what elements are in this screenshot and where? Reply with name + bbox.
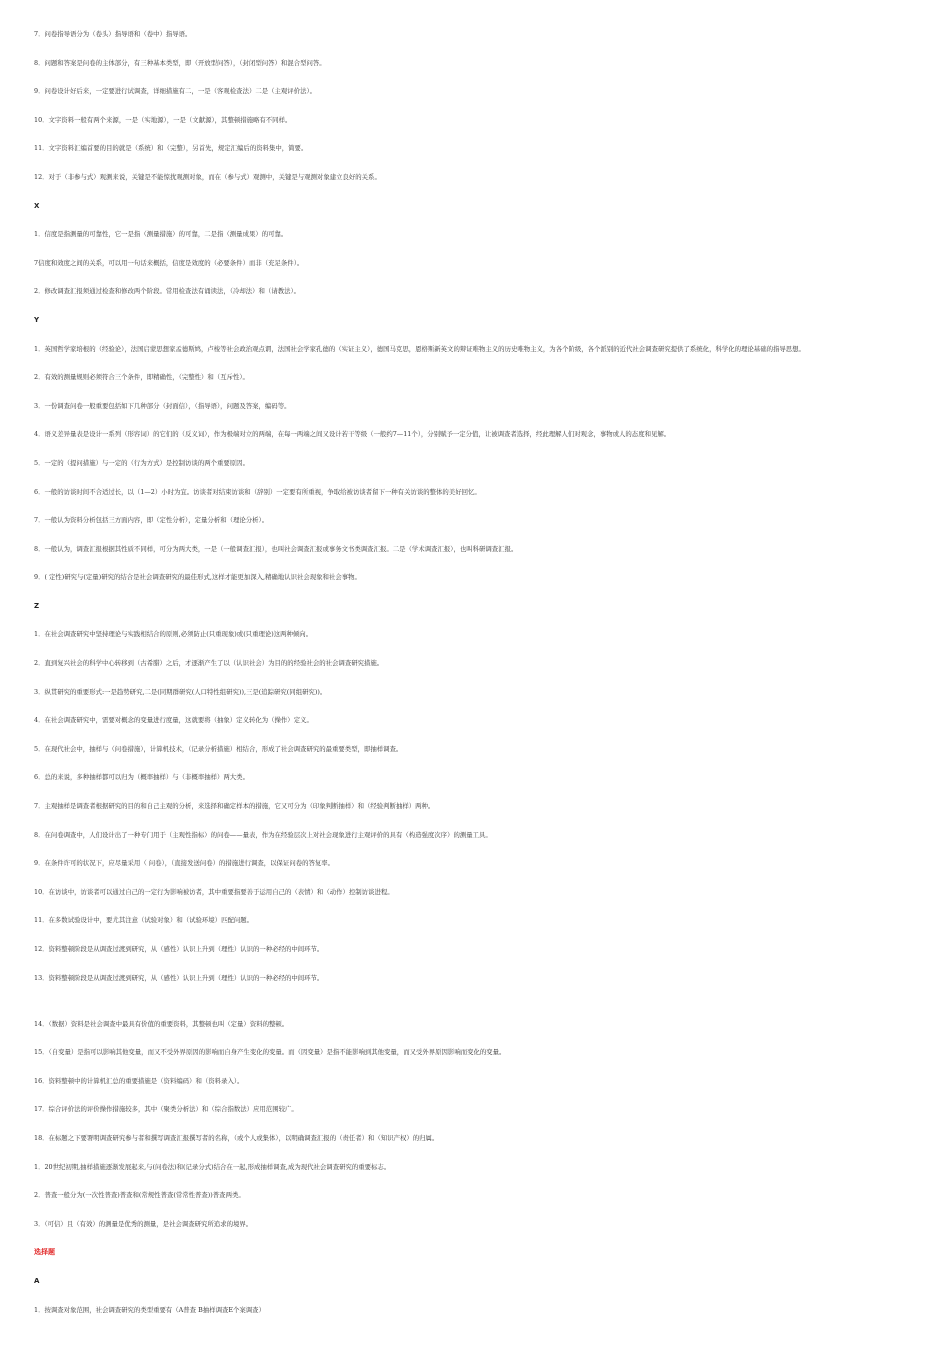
- block-a: [34, 1306, 916, 1315]
- paragraph: 12．对于（非参与式）观测来说，关键是不能惊扰观测对象，而在（参与式）观测中，关键是与观测对象建立良好的关系。: [34, 172, 381, 181]
- paragraph: 10．文字资料一般有两个来源，一是（实地源），一是（文献源），其整顿措施略有不同样。: [34, 115, 292, 124]
- paragraph: 18．在标题之下要署明调查研究参与者和撰写调查汇报撰写者的名称，（或个人或集体），以明确调查汇报的（责任者）和（知识产权）的归属。: [34, 1133, 439, 1142]
- letter-heading-x: X: [34, 201, 40, 210]
- paragraph: 1．信度是指测量的可靠性，它一是指（测量措施）的可靠，二是指（测量成果）的可靠。: [34, 230, 288, 239]
- paragraph: 9．( 定性)研究与(定量)研究的结合是社会调查研究的最佳形式,这样才能更加深入,精确地认识社会现象和社会事物。: [34, 573, 361, 582]
- paragraph: 10．在访谈中，访谈者可以通过自己的一定行为影响被访者，其中重要指要善于运用自己的（表情）和（动作）控制访谈进程。: [34, 887, 394, 896]
- paragraph: 7信度和效度之间的关系，可以用一句话来概括，信度是效度的（必要条件）而非（充足条件）。: [34, 258, 304, 267]
- section-title-choice-questions: 选择题: [34, 1248, 55, 1257]
- letter-heading-z: Z: [34, 601, 40, 610]
- paragraph: 16．资料整顿中的计算机汇总的重要措施是（资料编码）和（资料录入）。: [34, 1076, 244, 1085]
- paragraph: 7．问卷指导语分为（卷头）指导语和（卷中）指导语。: [34, 30, 192, 38]
- paragraph: 4．语义差异量表是设计一系列（形容词）的它们的（反义词），作为极端对立的两端，在每一两端之间又设计若干等级（一般约7—11个），分别赋予一定分值，让被调查者选择，经此理解人们对观念，事物或人的态度和见解。: [34, 430, 671, 439]
- paragraph: 8．在问卷调查中，人们设计出了一种专门用于（主观性指标）的问卷——量表，作为在经验层次上对社会现象进行主观评价的具有（构造强度次序）的测量工具。: [34, 830, 492, 839]
- paragraph: 13．资料整顿阶段是从调查过渡到研究，从（感性）认识上升到（理性）认识的一种必经的中间环节。: [34, 973, 324, 982]
- paragraph: 4．在社会调查研究中，需要对概念的变量进行度量，这就要将（抽象）定义转化为（操作）定义。: [34, 716, 313, 725]
- paragraph: 5．一定的（提问措施）与一定的（行为方式）是控制访谈的两个重要原因。: [34, 458, 249, 467]
- paragraph: 2．修改调查汇报须通过检查和修改两个阶段。常用检查法有诵读法，（冷却法）和（请教法）。: [34, 287, 301, 296]
- letter-heading-y: Y: [34, 315, 40, 324]
- block-z: [34, 630, 916, 982]
- paragraph: 1．按调查对象范围，社会调查研究的类型重要有（A普查 B抽样调查E个案调查）: [34, 1305, 265, 1314]
- block-intro: [34, 30, 916, 182]
- paragraph: 11．在多数试验设计中，要尤其注意（试验对象）和（试验环境）匹配问题。: [34, 916, 254, 925]
- paragraph: 12．资料整顿阶段是从调查过渡到研究，从（感性）认识上升到（理性）认识的一种必经的中间环节。: [34, 945, 324, 953]
- paragraph: 9．在条件许可的状况下，应尽量采用（ 问卷），（直接发送问卷）的措施进行调查，以保证问卷的答复率。: [34, 859, 335, 868]
- paragraph: 3．纵贯研究的重要形式:一是趋势研究,二是(同期群研究(人口特性组研究)),三是(追踪研究(同组研究))。: [34, 687, 327, 696]
- paragraph: 6．总的来说，多种抽样都可以归为（概率抽样）与（非概率抽样）两大类。: [34, 773, 249, 782]
- paragraph: 2．有效的测量规则必须符合三个条件，即精确性，（完整性）和（互斥性）。: [34, 373, 249, 382]
- paragraph: 3．（可信）且（有效）的测量是优秀的测量，是社会调查研究所追求的境界。: [34, 1219, 253, 1228]
- paragraph: 6．一般的访谈时间不合适过长，以（1—2）小时为宜。访谈者对结束访谈和（辞别）一定要有所重视，争取给被访谈者留下一种有关访谈的整体的美好回忆。: [34, 487, 481, 496]
- paragraph: 2．直到复兴社会的科学中心转移到（古希腊）之后，才逐渐产生了以（认识社会）为目的的经验社会的社会调查研究措施。: [34, 659, 384, 668]
- paragraph: 14．（数据）资料是社会调查中最具有价值的重要资料，其整顿也叫（定量）资料的整顿。: [34, 1019, 289, 1028]
- paragraph: 15．（自变量）是指可以影响其他变量，而又不受外界原因的影响而自身产生变化的变量。而（因变量）是指不能影响到其他变量，而又受外界原因影响而变化的变量。: [34, 1048, 506, 1057]
- paragraph: 9．问卷设计好后来，一定要进行试调查，详细措施有二，一是（客观检查法）二是（主观评价法）。: [34, 87, 317, 96]
- paragraph: 11．文字资料汇编首要的目的就是（系统）和（完整），另首先，规定汇编后的资料集中，简要。: [34, 144, 308, 153]
- paragraph: 7．一般认为资料分析包括三方面内容，即（定性分析），定量分析和（理论分析）。: [34, 516, 269, 525]
- paragraph: 1．在社会调查研究中坚持理论与实践相结合的原则,必须防止(只重现象)或(只重理论)这两种倾向。: [34, 630, 313, 639]
- block-z-continued: [34, 1020, 916, 1229]
- paragraph: 17．综合评价法的评价操作措施较多，其中（聚类分析法）和（综合指数法）应用范围较广。: [34, 1105, 298, 1114]
- block-x: [34, 230, 916, 296]
- paragraph: 8．问题和答案是问卷的主体部分，有三种基本类型，即（开放型问答），（封闭型问答）和混合型问答。: [34, 58, 326, 67]
- paragraph: 7．主观抽样是调查者根据研究的目的和自己主观的分析，来选择和确定样本的措施，它又可分为（印象判断抽样）和（经验判断抽样）两种。: [34, 802, 435, 811]
- paragraph: 2．普查一般分为(一次性普查)普查和(常规性普查(常常性普查))普查两类。: [34, 1191, 245, 1200]
- paragraph: 5．在现代社会中，抽样与（问卷措施），计算机技术，（记录分析措施）相结合，形成了社会调查研究的最重要类型，即抽样调查。: [34, 744, 403, 753]
- paragraph: 3．一份调查问卷一般重要包括如下几种部分（封面信），（指导语），问题及答案，编码等。: [34, 401, 291, 410]
- paragraph: 1．英国哲学家培根的（经验论），法国启蒙思想家孟德斯鸠，卢梭等社会政治观点谓，法国社会学家孔德的（实证主义），德国马克思，恩格斯新英文的辩证唯物主义的历史唯物主义，为各个阶级，各个派别的近代社会调查研究提供了系统化，科学化的理论基础的指导思想。: [34, 344, 805, 353]
- paragraph: 1．20世纪初期,抽样措施逐渐发展起来,与(问卷法)和(记录分式)结合在一起,形成抽样调查,成为现代社会调查研究的重要标志。: [34, 1162, 391, 1171]
- letter-heading-a: A: [34, 1276, 40, 1285]
- block-y: [34, 345, 916, 583]
- paragraph: 8．一般认为，调查汇报根据其性质不同样，可分为两大类，一是（一般调查汇报），也叫社会调查汇报或事务文书类调查汇报。二是（学术调查汇报），也叫科研调查汇报。: [34, 544, 518, 553]
